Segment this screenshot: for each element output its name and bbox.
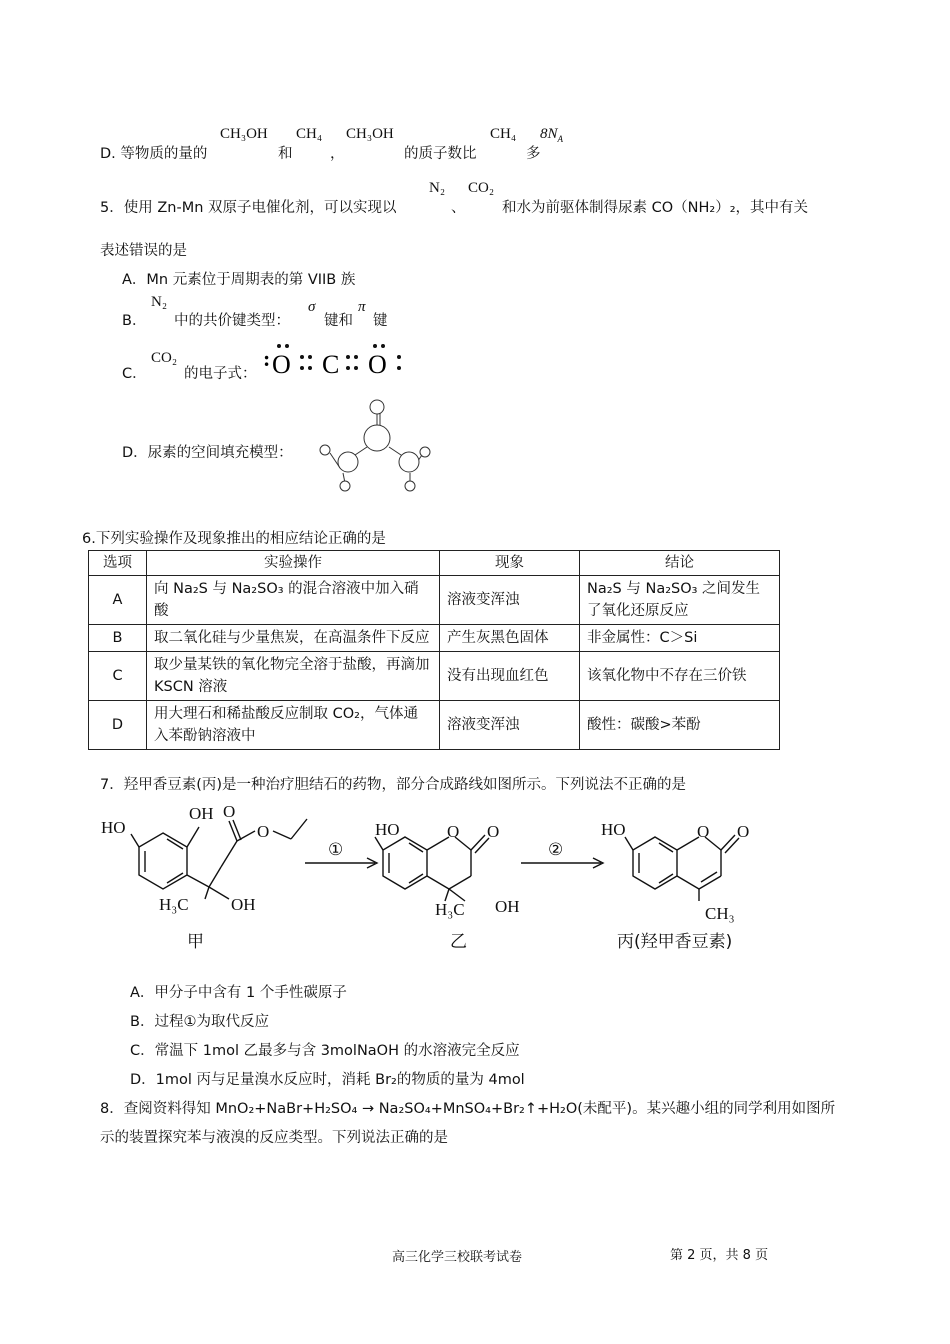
q5-option-b-label: B． <box>122 313 147 329</box>
q5-option-d: D．尿素的空间填充模型： <box>122 445 293 461</box>
cell-conclusion: Na₂S 与 Na₂SO₃ 之间发生了氧化还原反应 <box>580 576 780 625</box>
formula-ch3oh-2: CH₃OH <box>346 126 394 142</box>
q4-option-d: D. 等物质的量的 <box>100 146 208 162</box>
q5-stem-part1: 5．使用 Zn-Mn 双原子电催化剂，可以实现以 <box>100 200 397 216</box>
footer-title: 高三化学三校联考试卷 <box>392 1250 523 1265</box>
cell-phenomenon: 没有出现血红色 <box>440 652 580 701</box>
formula-8na: $8N_A$ <box>540 126 564 144</box>
q5-option-b-text3: 键 <box>373 313 388 329</box>
yi-ho-label: HO <box>375 820 400 839</box>
yi-o-carbonyl-label: O <box>487 822 500 841</box>
formula-n2-b: N₂ <box>151 294 168 310</box>
text-more: 多 <box>526 146 541 162</box>
q5-option-b-text2: 键和 <box>324 313 353 329</box>
jia-oh-top-label: OH <box>189 804 214 823</box>
q5-option-a: A．Mn 元素位于周期表的第 VIIB 族 <box>122 272 356 288</box>
table-row <box>89 701 780 750</box>
symbol-pi: π <box>358 299 366 315</box>
cell-option: A <box>89 576 147 625</box>
table-row <box>89 652 780 701</box>
svg-text:O: O <box>272 350 291 379</box>
jia-o-carbonyl-label: O <box>223 802 236 821</box>
header-option: 选项 <box>89 551 147 576</box>
yi-h3c-label: H₃C <box>435 900 465 919</box>
bing-ho-label: HO <box>601 820 626 839</box>
q5-option-b-text1: 中的共价键类型： <box>174 313 290 329</box>
cell-operation: 取少量某铁的氧化物完全溶于盐酸，再滴加 KSCN 溶液 <box>147 652 440 701</box>
q7-option-c: C．常温下 1mol 乙最多与含 3molNaOH 的水溶液完全反应 <box>130 1043 520 1059</box>
header-operation: 实验操作 <box>147 551 440 576</box>
cell-phenomenon: 溶液变浑浊 <box>440 576 580 625</box>
yi-oh-label: OH <box>495 897 520 916</box>
q7-option-b: B．过程①为取代反应 <box>130 1014 269 1030</box>
yi-o-ring-label: O <box>447 822 460 841</box>
formula-co2-c: CO₂ <box>151 350 178 366</box>
text-comma: ， <box>330 146 345 162</box>
svg-text::: : <box>263 346 271 371</box>
cell-conclusion: 酸性：碳酸>苯酚 <box>580 701 780 750</box>
compound-bing-label: 丙(羟甲香豆素) <box>617 932 733 952</box>
q6-table <box>88 550 780 750</box>
step2-label: ② <box>548 840 564 859</box>
urea-space-filling-model <box>310 395 440 495</box>
table-row <box>89 576 780 625</box>
bing-ch3-label: CH₃ <box>705 904 735 923</box>
text-proton-ratio: 的质子数比 <box>404 146 477 162</box>
cell-phenomenon: 溶液变浑浊 <box>440 701 580 750</box>
text-sep: 、 <box>451 200 466 216</box>
formula-ch3oh-1: CH₃OH <box>220 126 268 142</box>
cell-option: D <box>89 701 147 750</box>
footer-page-number: 第 2 页，共 8 页 <box>670 1248 769 1263</box>
q5-option-c-label: C． <box>122 366 147 382</box>
step1-label: ① <box>328 840 344 859</box>
compound-jia-label: 甲 <box>187 932 204 952</box>
cell-operation: 向 Na₂S 与 Na₂SO₃ 的混合溶液中加入硝酸 <box>147 576 440 625</box>
cell-operation: 取二氧化硅与少量焦炭，在高温条件下反应 <box>147 625 440 652</box>
table-header-row <box>89 551 780 576</box>
header-conclusion: 结论 <box>580 551 780 576</box>
cell-phenomenon: 产生灰黑色固体 <box>440 625 580 652</box>
jia-o-ester-label: O <box>257 822 270 841</box>
q5-stem-part2: 和水为前驱体制得尿素 CO（NH₂）₂，其中有关 <box>502 200 809 216</box>
cell-operation: 用大理石和稀盐酸反应制取 CO₂，气体通入苯酚钠溶液中 <box>147 701 440 750</box>
cell-option: C <box>89 652 147 701</box>
jia-oh-label: OH <box>231 895 256 914</box>
cell-option: B <box>89 625 147 652</box>
cell-conclusion: 该氧化物中不存在三价铁 <box>580 652 780 701</box>
jia-h3c-label: H₃C <box>159 895 189 914</box>
svg-text:O: O <box>368 350 387 379</box>
q8-stem-line2: 示的装置探究苯与液溴的反应类型。下列说法正确的是 <box>100 1130 448 1146</box>
table-row <box>89 625 780 652</box>
svg-text:C: C <box>322 350 340 379</box>
text-and: 和 <box>278 146 293 162</box>
bing-o-ring-label: O <box>697 822 710 841</box>
cell-conclusion: 非金属性：C＞Si <box>580 625 780 652</box>
q7-option-a: A．甲分子中含有 1 个手性碳原子 <box>130 985 347 1001</box>
q7-option-d: D．1mol 丙与足量溴水反应时，消耗 Br₂的物质的量为 4mol <box>130 1072 525 1088</box>
jia-ho-label: HO <box>101 818 126 837</box>
formula-ch4-2: CH₄ <box>490 126 517 142</box>
formula-n2: N₂ <box>429 180 446 196</box>
q7-title: 7．羟甲香豆素(丙)是一种治疗胆结石的药物，部分合成路线如图所示。下列说法不正确的是 <box>100 777 687 793</box>
q5-option-c-text: 的电子式： <box>184 366 257 382</box>
co2-electron-formula <box>260 340 410 382</box>
header-phenomenon: 现象 <box>440 551 580 576</box>
q8-stem-line1: 8．查阅资料得知 MnO₂+NaBr+H₂SO₄ → Na₂SO₄+MnSO₄+Br₂↑+H₂O(未配平)。某兴趣小组的同学利用如图所 <box>100 1101 836 1117</box>
bing-o-carbonyl-label: O <box>737 822 750 841</box>
synthesis-route-diagram <box>95 795 775 960</box>
jia-benzene-ring <box>139 833 187 889</box>
symbol-sigma: σ <box>308 299 316 315</box>
formula-co2: CO₂ <box>468 180 495 196</box>
q6-title: 6.下列实验操作及现象推出的相应结论正确的是 <box>82 531 386 547</box>
compound-yi-label: 乙 <box>450 932 467 952</box>
formula-ch4-1: CH₄ <box>296 126 323 142</box>
q5-stem-line2: 表述错误的是 <box>100 243 187 259</box>
